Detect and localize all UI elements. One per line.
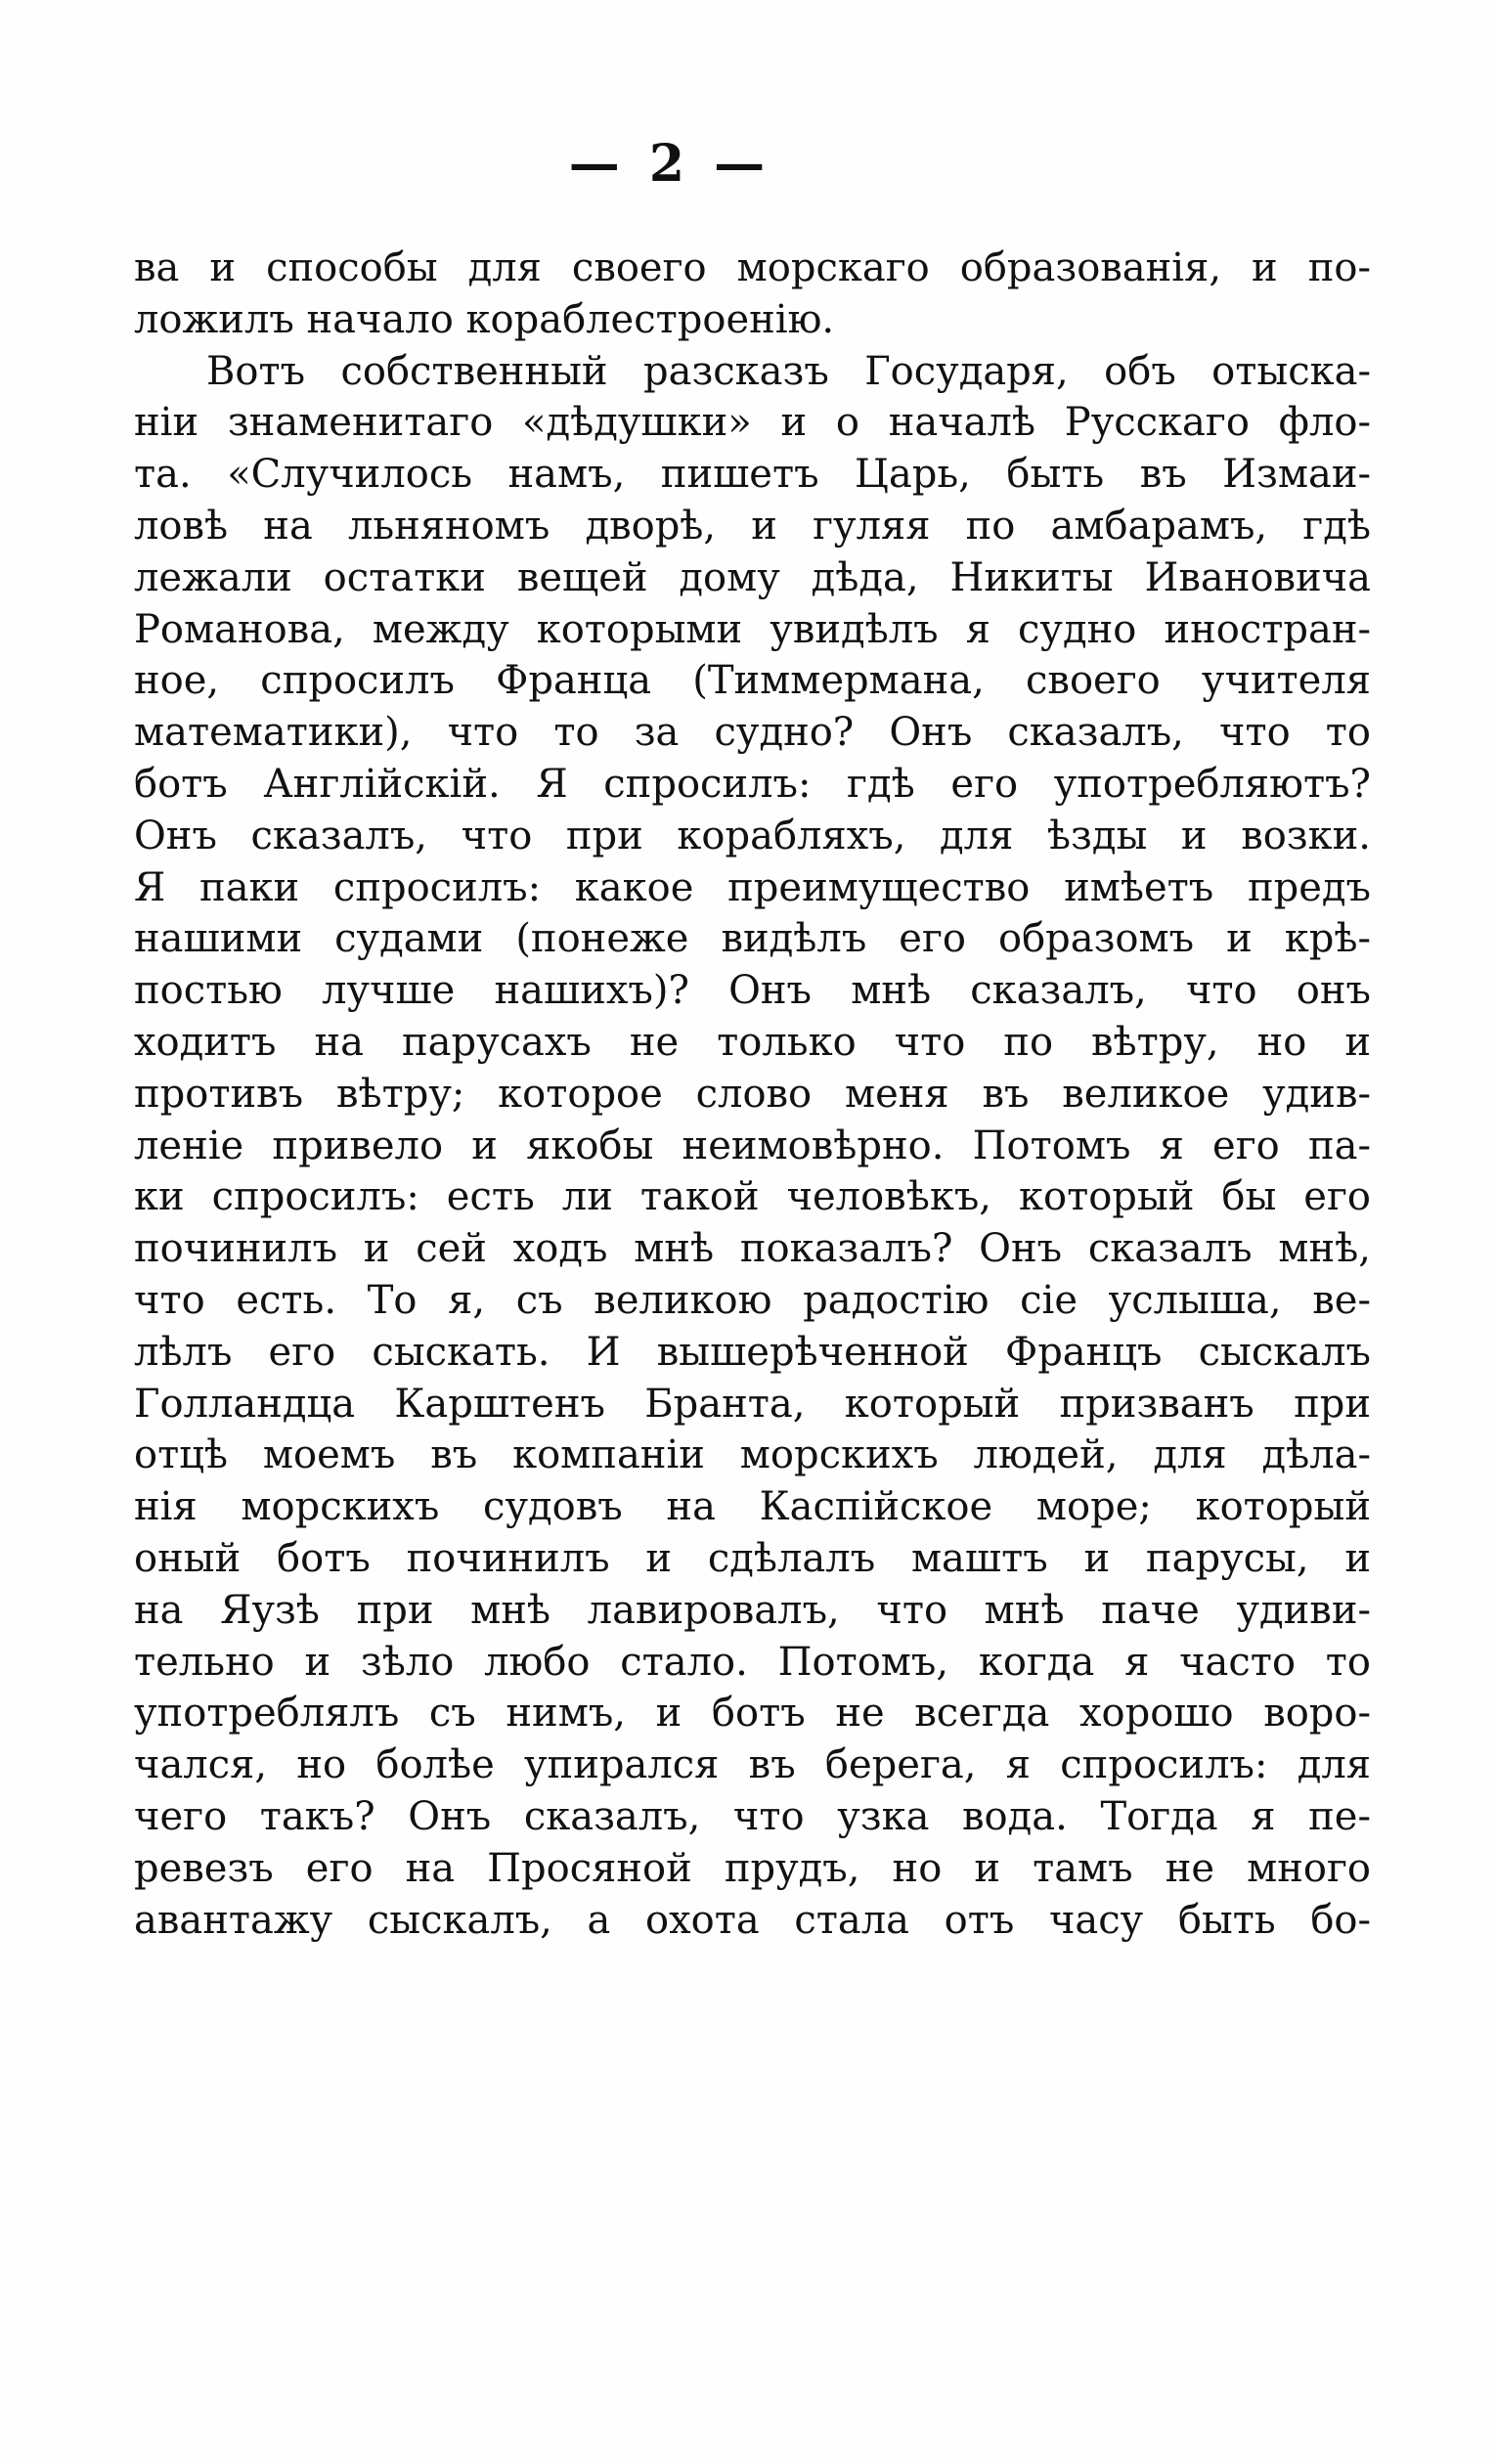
text-line: ніи знаменитаго «дѣдушки» и о началѣ Русскаго фло- bbox=[134, 400, 1371, 446]
text-line: Голландца Карштенъ Бранта, который призванъ при bbox=[134, 1381, 1371, 1427]
text-line: тельно и зѣло любо стало. Потомъ, когда я часто то bbox=[134, 1639, 1371, 1685]
text-line: чался, но болѣе упирался въ берега, я спросилъ: для bbox=[134, 1742, 1371, 1788]
text-line: ревезъ его на Просяной прудъ, но и тамъ не много bbox=[134, 1845, 1371, 1891]
text-line: нія морскихъ судовъ на Каспійское море; который bbox=[134, 1484, 1371, 1530]
text-line: лѣлъ его сыскать. И вышерѣченной Францъ сыскалъ bbox=[134, 1329, 1371, 1375]
text-line: Я паки спросилъ: какое преимущество имѣетъ предъ bbox=[134, 864, 1371, 910]
text-line: починилъ и сей ходъ мнѣ показалъ? Онъ сказалъ мнѣ, bbox=[134, 1226, 1371, 1272]
text-line: на Яузѣ при мнѣ лавировалъ, что мнѣ паче удиви- bbox=[134, 1587, 1371, 1633]
text-line: Онъ сказалъ, что при корабляхъ, для ѣзды и возки. bbox=[134, 813, 1371, 858]
text-line: Романова, между которыми увидѣлъ я судно иностран- bbox=[134, 606, 1371, 652]
text-line: та. «Случилось намъ, пишетъ Царь, быть въ Измаи- bbox=[134, 452, 1371, 498]
text-line: отцѣ моемъ въ компаніи морскихъ людей, для дѣла- bbox=[134, 1432, 1371, 1478]
text-line: ходитъ на парусахъ не только что по вѣтру, но и bbox=[134, 1019, 1371, 1065]
text-line: математики), что то за судно? Онъ сказалъ, что то bbox=[134, 710, 1371, 756]
text-line: Вотъ собственный разсказъ Государя, объ отыска- bbox=[206, 348, 1371, 394]
text-line: противъ вѣтру; которое слово меня въ великое удив- bbox=[134, 1071, 1371, 1117]
text-line: ва и способы для своего морскаго образованія, и по- bbox=[134, 245, 1371, 290]
text-line: авантажу сыскалъ, а охота стала отъ часу быть бо- bbox=[134, 1897, 1371, 1943]
text-line: употреблялъ съ нимъ, и ботъ не всегда хорошо воро- bbox=[134, 1691, 1371, 1737]
text-line: нашими судами (понеже видѣлъ его образомъ и крѣ- bbox=[134, 916, 1371, 962]
text-line: леніе привело и якобы неимовѣрно. Потомъ я его па- bbox=[134, 1122, 1371, 1168]
text-line: постью лучше нашихъ)? Онъ мнѣ сказалъ, что онъ bbox=[134, 968, 1371, 1014]
text-line: ловѣ на льняномъ дворѣ, и гуляя по амбарамъ, гдѣ bbox=[134, 503, 1371, 549]
text-line: оный ботъ починилъ и сдѣлалъ маштъ и парусы, и bbox=[134, 1535, 1371, 1581]
text-line: чего такъ? Онъ сказалъ, что узка вода. Тогда я пе- bbox=[134, 1793, 1371, 1839]
text-line: ложилъ начало кораблестроенію. bbox=[134, 296, 835, 342]
text-line: лежали остатки вещей дому дѣда, Никиты Ивановича bbox=[134, 554, 1371, 600]
text-line: что есть. То я, съ великою радостію сіе услыша, ве- bbox=[134, 1277, 1371, 1323]
body-text bbox=[134, 242, 1371, 1946]
text-line: ное, спросилъ Франца (Тиммермана, своего учителя bbox=[134, 658, 1371, 704]
page-number: — 2 — bbox=[568, 134, 771, 194]
text-line: ботъ Англійскій. Я спросилъ: гдѣ его употребляютъ? bbox=[134, 761, 1371, 807]
text-line: ки спросилъ: есть ли такой человѣкъ, который бы его bbox=[134, 1174, 1371, 1220]
